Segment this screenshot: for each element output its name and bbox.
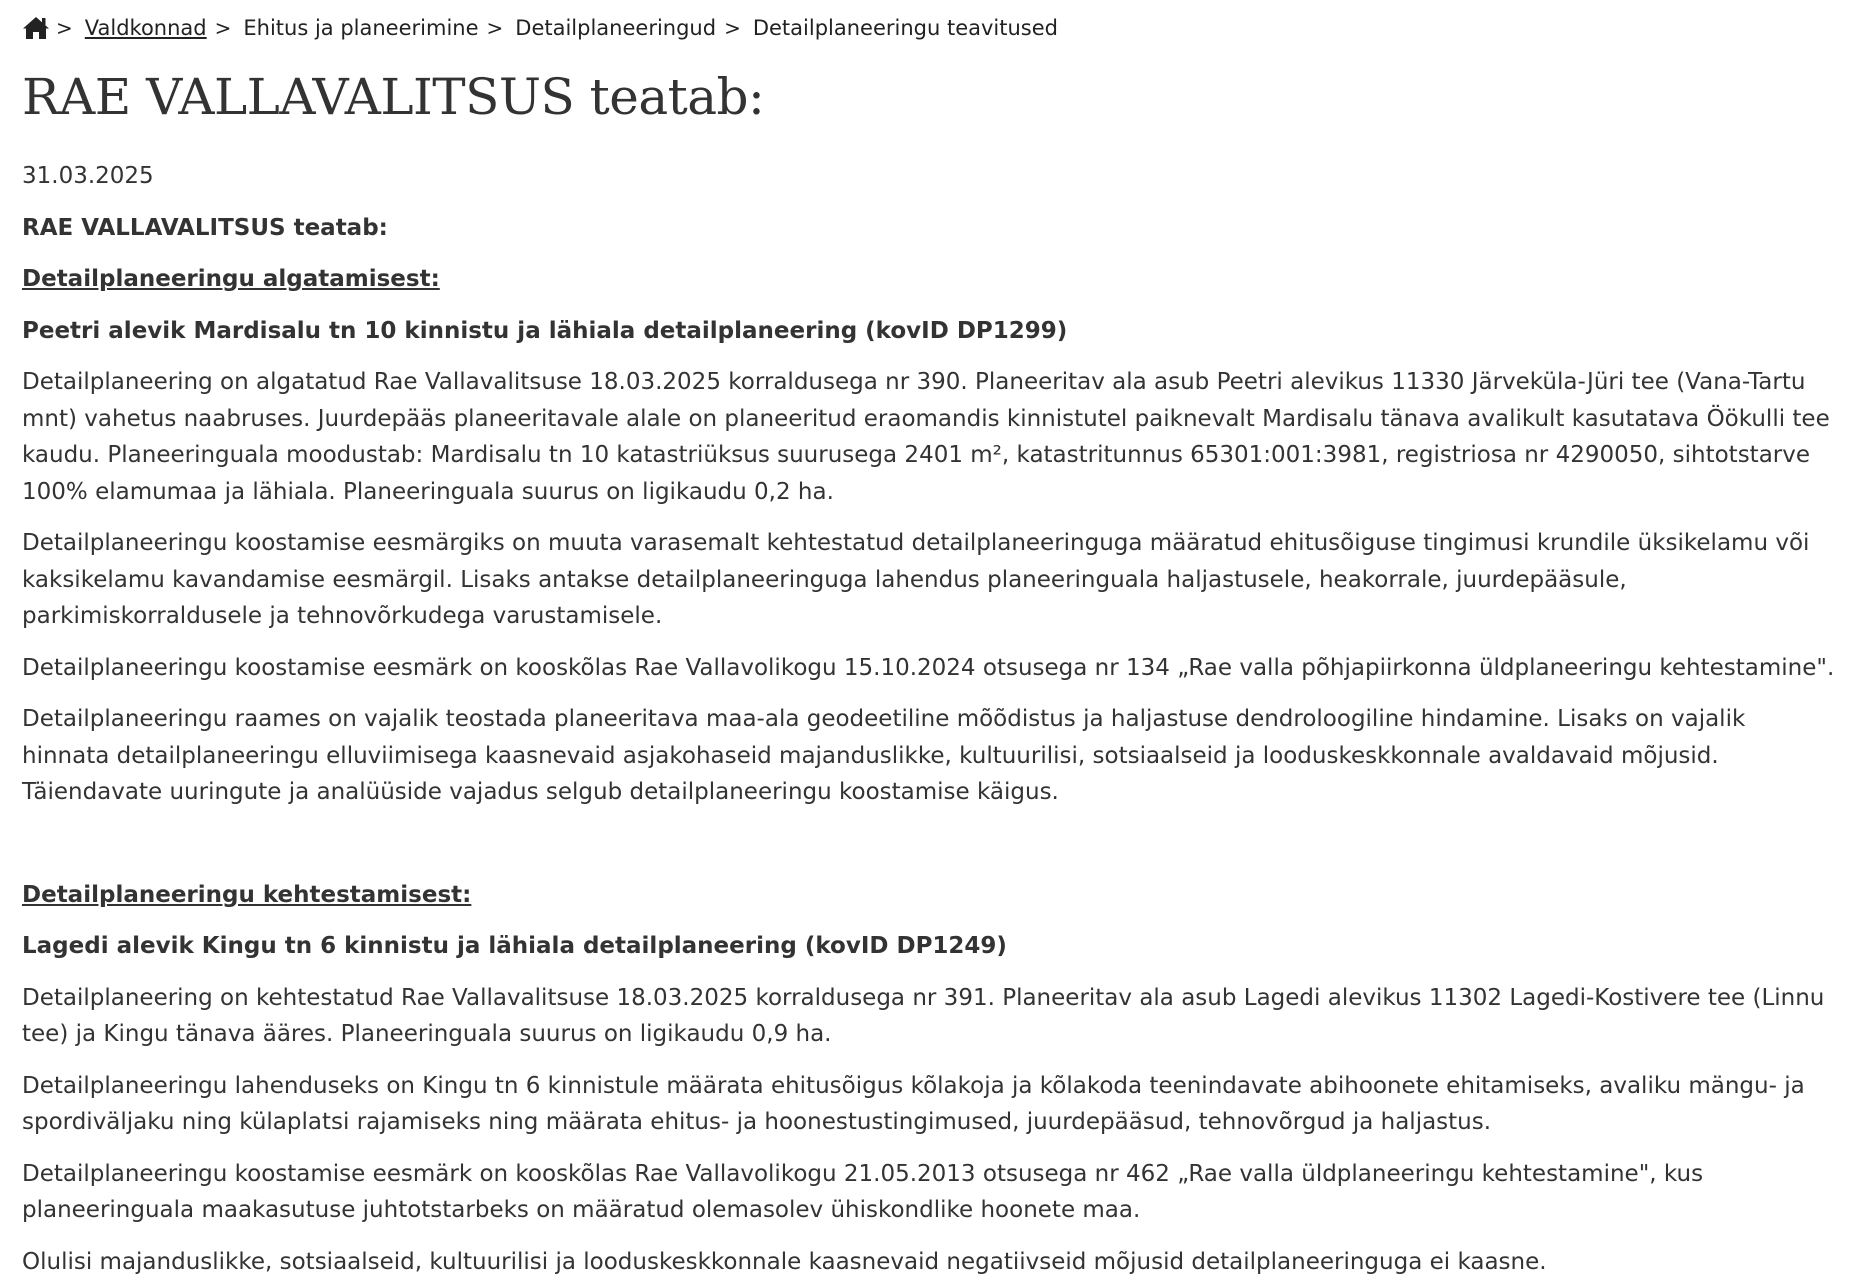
- breadcrumb-item-current: Detailplaneeringu teavitused: [752, 16, 1058, 40]
- section2-heading-text: Detailplaneeringu kehtestamisest:: [22, 881, 472, 908]
- section1-paragraph-1: Detailplaneering on algatatud Rae Vallavalitsuse 18.03.2025 korraldusega nr 390. Planeeritav ala asub Peetri alevikus 11330 Järveküla-Jüri tee (Vana-Tartu mnt) vahetus naabruses. Juurdepääs planeeritavale alale on planeeritud eraomandis kinnistutel paiknevalt Mardisalu tänava avalikult kasutatava Öökulli tee kaudu. Planeeringuala moodustab: Mardisalu tn 10 katastriüksus suurusega 2401 m², katastritunnus 65301:001:3981, registriosa nr 4290050, sihtotstarve 100% elamumaa ja lähiala. Planeeringuala suurus on ligikaudu 0,2 ha.: [22, 369, 1830, 505]
- section2-heading: [22, 877, 1836, 914]
- section2-paragraph-1: Detailplaneering on kehtestatud Rae Vallavalitsuse 18.03.2025 korraldusega nr 391. Planeeritav ala asub Lagedi alevikus 11302 Lagedi-Kostivere tee (Linnu tee) ja Kingu tänava ääres. Planeeringuala suurus on ligikaudu 0,9 ha.: [22, 984, 1825, 1047]
- section1-heading: [22, 261, 1836, 298]
- article-body: [22, 158, 1836, 1280]
- section2-subheading: [22, 928, 1836, 965]
- section1-paragraph-2: Detailplaneeringu koostamise eesmärgiks on muuta varasemalt kehtestatud detailplaneeringuga määratud ehitusõiguse tingimusi krundile üksikelamu või kaksikelamu kavandamise eesmärgil. Lisaks antakse detailplaneeringuga lahendus planeeringuala haljastusele, heakorrale, juurdepääsule, parkimiskorraldusele ja tehnovõrkudega varustamisele.: [22, 530, 1810, 629]
- section1-paragraph-4: Detailplaneeringu raames on vajalik teostada planeeritava maa-ala geodeetiline mõõdistus ja haljastuse dendroloogiline hindamine. Lisaks on vajalik hinnata detailplaneeringu elluviimisega kaasnevaid asjakohaseid majanduslikke, kultuurilisi, sotsiaalseid ja looduskeskkonnale avaldavaid mõjusid. Täiendavate uuringute ja analüüside vajadus selgub detailplaneeringu koostamise käigus.: [22, 706, 1746, 805]
- breadcrumb-separator: >: [214, 16, 232, 40]
- breadcrumb-separator: >: [724, 16, 741, 40]
- intro-heading-text: RAE VALLAVALITSUS teatab:: [22, 214, 388, 241]
- section2-paragraph-3: Detailplaneeringu koostamise eesmärk on kooskõlas Rae Vallavolikogu 21.05.2013 otsusega nr 462 „Rae valla üldplaneeringu kehtestamine", kus planeeringuala maakasutuse juhtotstarbeks on määratud olemasolev ühiskondlike hoonete maa.: [22, 1160, 1704, 1223]
- section1-paragraph-3: Detailplaneeringu koostamise eesmärk on kooskõlas Rae Vallavolikogu 15.10.2024 otsusega nr 134 „Rae valla põhjapiirkonna üldplaneeringu kehtestamine".: [22, 654, 1835, 681]
- page-title: RAE VALLAVALITSUS teatab:: [22, 68, 765, 126]
- section2-paragraph-4: Olulisi majanduslikke, sotsiaalseid, kultuurilisi ja looduskeskkonnale kaasnevaid negatiivseid mõjusid detailplaneeringuga ei kaasne.: [22, 1248, 1547, 1275]
- section1-heading-text: Detailplaneeringu algatamisest:: [22, 266, 440, 292]
- section-spacer: [22, 826, 1836, 877]
- section1-subheading-text: Peetri alevik Mardisalu tn 10 kinnistu ja lähiala detailplaneering (kovID DP1299): [22, 317, 1068, 344]
- breadcrumb: [22, 10, 1836, 46]
- section2-subheading-text: Lagedi alevik Kingu tn 6 kinnistu ja lähiala detailplaneering (kovID DP1249): [22, 933, 1007, 959]
- article-date: 31.03.2025: [22, 163, 154, 189]
- breadcrumb-item-detailplaneeringud: Detailplaneeringud: [515, 16, 717, 40]
- breadcrumb-separator: >: [486, 16, 504, 40]
- section2-paragraph-2: Detailplaneeringu lahenduseks on Kingu tn 6 kinnistule määrata ehitusõigus kõlakoja ja kõlakoda teenindavate abihoonete ehitamiseks, avaliku mängu- ja spordiväljaku ning külaplatsi rajamiseks ning määrata ehitus- ja hoonestustingimused, juurdepääsud, tehnovõrgud ja haljastus.: [22, 1072, 1805, 1135]
- breadcrumb-link-valdkonnad[interactable]: Valdkonnad: [84, 16, 207, 40]
- section1-subheading: [22, 313, 1836, 350]
- breadcrumb-item-ehitus: Ehitus ja planeerimine: [243, 16, 479, 40]
- intro-heading: [22, 210, 1836, 247]
- home-icon[interactable]: [22, 14, 54, 42]
- breadcrumb-separator: >: [56, 16, 73, 40]
